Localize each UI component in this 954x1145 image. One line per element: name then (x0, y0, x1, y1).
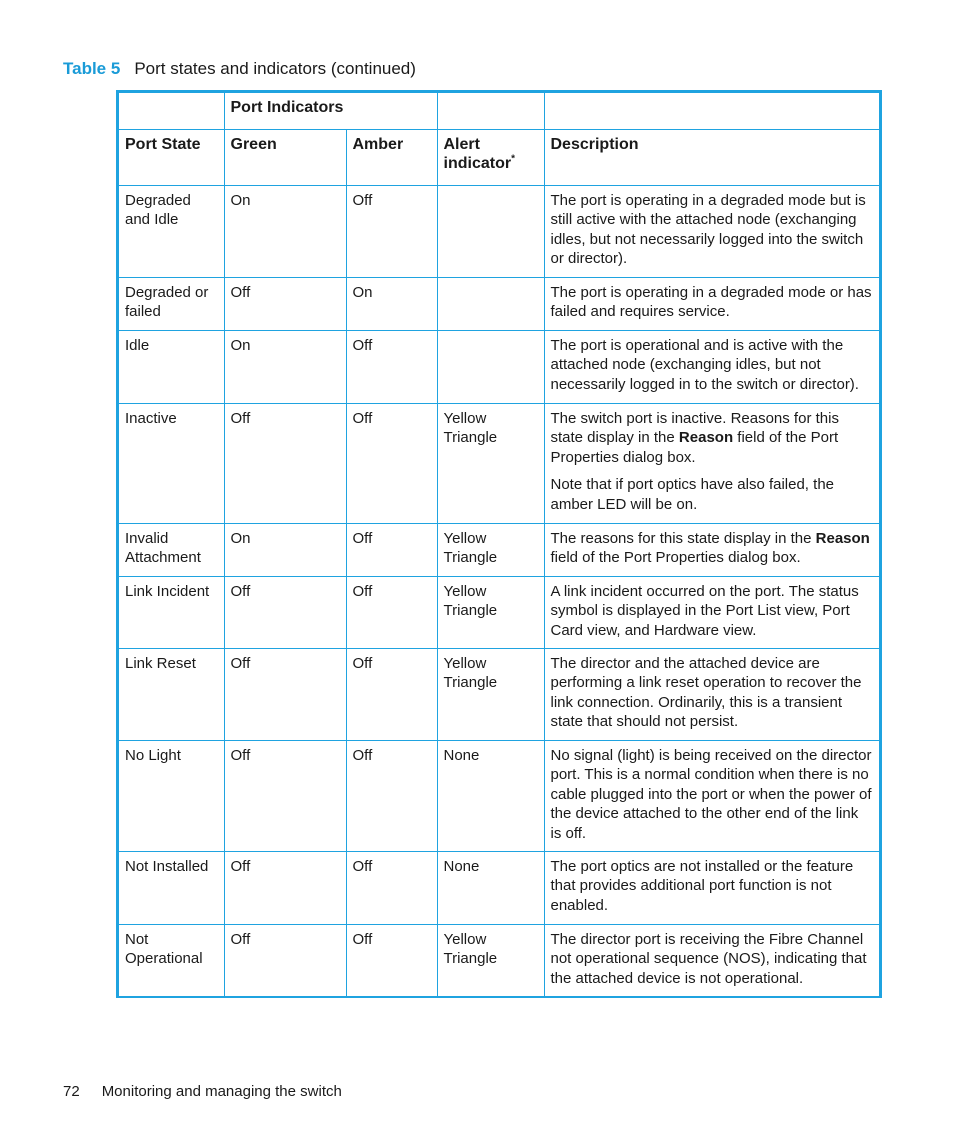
cell-port-state: Not Installed (119, 851, 224, 924)
cell-description (544, 330, 879, 403)
cell-amber: Off (346, 648, 437, 740)
cell-alert-indicator: Yellow Triangle (437, 523, 544, 576)
description-text: The port is operating in a degraded mode but is still active with the attached node (exchanging idles, but not necessarily logged into the switch or director). (550, 191, 866, 267)
cell-amber: Off (346, 740, 437, 851)
cell-description (544, 648, 879, 740)
table-row (119, 851, 879, 924)
cell-alert-indicator: None (437, 740, 544, 851)
header-alert-indicator (437, 129, 544, 185)
description-emphasis: Reason (678, 429, 734, 446)
cell-alert-indicator: Yellow Triangle (437, 576, 544, 648)
cell-port-state: Degraded and Idle (119, 185, 224, 277)
description-text: A link incident occurred on the port. The status symbol is displayed in the Port List view, Port Card view, and Hardware view. (550, 582, 859, 639)
cell-description (544, 185, 879, 277)
cell-alert-indicator (437, 330, 544, 403)
description-emphasis: Reason (815, 529, 870, 547)
table-row (119, 277, 879, 330)
header-description: Description (544, 129, 879, 185)
table-number: Table 5 (63, 59, 121, 78)
cell-description (544, 403, 879, 523)
description-text: The port optics are not installed or the feature that provides additional port function is not enabled. (550, 857, 854, 914)
footer-section: Monitoring and managing the switch (101, 1083, 342, 1100)
table-row (119, 648, 879, 740)
cell-alert-indicator (437, 277, 544, 330)
table-row (119, 740, 879, 851)
cell-alert-indicator (437, 185, 544, 277)
cell-amber: On (346, 277, 437, 330)
cell-amber: Off (346, 403, 437, 523)
cell-green: On (224, 523, 346, 576)
header-row (119, 129, 879, 185)
description-paragraph (551, 191, 874, 269)
cell-alert-indicator: None (437, 851, 544, 924)
header-port-indicators: Port Indicators (224, 93, 437, 129)
cell-description (544, 851, 879, 924)
description-text: No signal (light) is being received on the director port. This is a normal condition when there is no cable plugged into the port or when the power of the device attached to the other end of the link is off. (550, 746, 872, 842)
cell-amber: Off (346, 185, 437, 277)
cell-alert-indicator: Yellow Triangle (437, 648, 544, 740)
description-text: The director port is receiving the Fibre Channel not operational sequence (NOS), indicating that the attached device is not operational. (550, 930, 867, 987)
table-caption (63, 58, 416, 80)
table-title: Port states and indicators (continued) (134, 59, 416, 78)
header-port-state: Port State (119, 129, 224, 185)
cell-green: Off (224, 576, 346, 648)
cell-port-state: Link Reset (119, 648, 224, 740)
description-text: The switch port is inactive. Reasons for this state display in the (550, 409, 839, 446)
page-footer (63, 1082, 342, 1102)
cell-green: Off (224, 851, 346, 924)
header-green: Green (224, 129, 346, 185)
cell-port-state: Invalid Attachment (119, 523, 224, 576)
header-empty-cell (437, 93, 544, 129)
cell-amber: Off (346, 851, 437, 924)
header-empty-cell (544, 93, 879, 129)
description-paragraph (551, 582, 874, 641)
description-text: The director and the attached device are performing a link reset operation to recover the link connection. Ordinarily, this is a transient state that should not persist. (550, 654, 862, 730)
cell-amber: Off (346, 576, 437, 648)
cell-green: On (224, 185, 346, 277)
table-row (119, 576, 879, 648)
cell-port-state: Degraded or failed (119, 277, 224, 330)
description-paragraph (551, 409, 874, 468)
cell-description (544, 277, 879, 330)
port-states-table (116, 90, 882, 998)
description-paragraph (551, 857, 874, 916)
cell-description (544, 576, 879, 648)
description-text: The port is operating in a degraded mode or has failed and requires service. (550, 283, 872, 320)
cell-description (544, 924, 879, 996)
header-amber: Amber (346, 129, 437, 185)
description-text: field of the Port Properties dialog box. (550, 549, 801, 566)
description-paragraph (551, 475, 874, 514)
description-text: Note that if port optics have also failed, the amber LED will be on. (550, 476, 834, 513)
cell-green: Off (224, 403, 346, 523)
description-paragraph (551, 654, 874, 732)
description-text: The reasons for this state display in the (550, 529, 816, 547)
cell-amber: Off (346, 523, 437, 576)
cell-port-state: No Light (119, 740, 224, 851)
cell-green: Off (224, 277, 346, 330)
cell-port-state: Idle (119, 330, 224, 403)
header-alert-label: Alert indicator (443, 135, 512, 172)
cell-amber: Off (346, 924, 437, 996)
cell-green: Off (224, 740, 346, 851)
table-row (119, 403, 879, 523)
description-paragraph (551, 336, 874, 395)
cell-green: On (224, 330, 346, 403)
table-row (119, 924, 879, 996)
cell-port-state: Not Operational (119, 924, 224, 996)
cell-amber: Off (346, 330, 437, 403)
page-number: 72 (63, 1083, 80, 1100)
cell-description (544, 523, 879, 576)
cell-port-state: Link Incident (119, 576, 224, 648)
footnote-mark: * (511, 153, 515, 165)
header-empty-cell (119, 93, 224, 129)
description-text: field of the Port Properties dialog box. (550, 429, 839, 466)
table-row (119, 185, 879, 277)
cell-green: Off (224, 924, 346, 996)
description-paragraph (551, 746, 874, 844)
description-paragraph (551, 930, 874, 989)
table-row (119, 523, 879, 576)
cell-alert-indicator: Yellow Triangle (437, 403, 544, 523)
header-group-row (119, 93, 879, 129)
description-paragraph (551, 283, 874, 322)
description-text: The port is operational and is active with the attached node (exchanging idles, but not necessarily logged in to the switch or director). (550, 336, 859, 393)
table-row (119, 330, 879, 403)
cell-description (544, 740, 879, 851)
description-paragraph (551, 529, 874, 568)
cell-alert-indicator: Yellow Triangle (437, 924, 544, 996)
cell-port-state: Inactive (119, 403, 224, 523)
cell-green: Off (224, 648, 346, 740)
